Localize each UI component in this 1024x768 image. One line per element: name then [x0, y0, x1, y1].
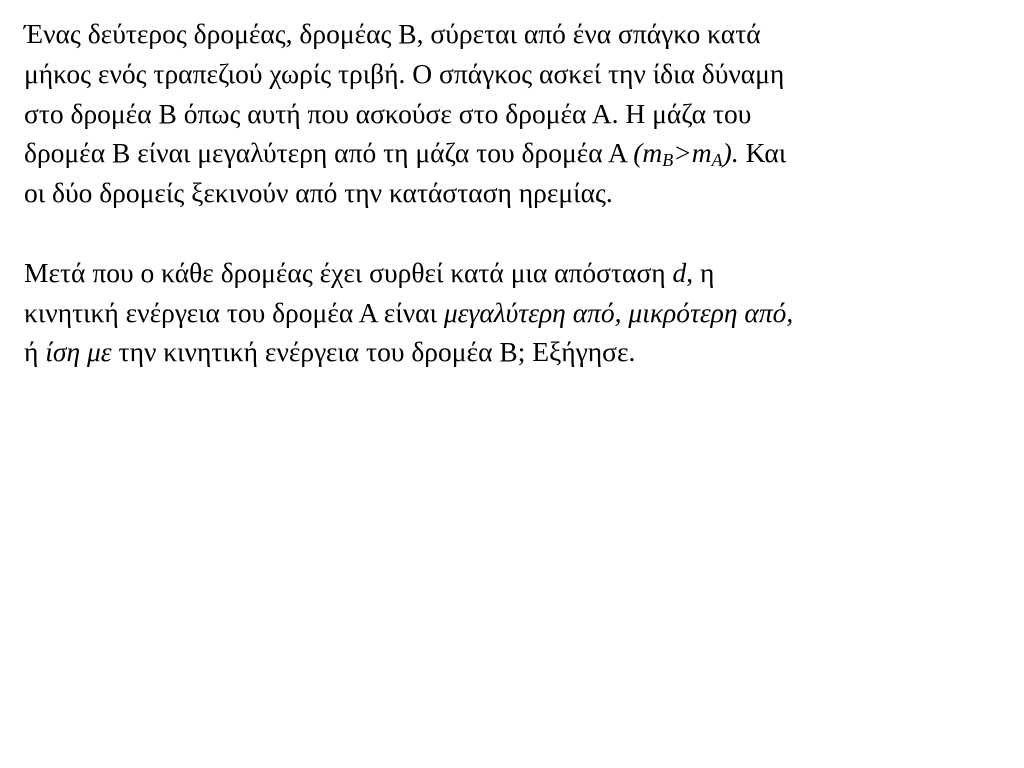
text-segment: δρομέα Β είναι μεγαλύτερη από τη μάζα του δρομέα Α [24, 137, 634, 169]
text-line-options [24, 293, 1004, 333]
answer-option-equal: ίση με [45, 336, 112, 368]
text-line: στο δρομέα Β όπως αυτή που ασκούσε στο δρομέα Α. Η μάζα του [24, 97, 752, 129]
text-segment: Μετά που ο κάθε δρομέας έχει συρθεί κατά μια απόσταση [24, 256, 673, 288]
text-segment: ή [24, 336, 46, 368]
paragraph-spacer [24, 213, 1004, 253]
text-line: Ένας δεύτερος δρομέας, δρομέας Β, σύρεται από ένα σπάγκο κατά [24, 18, 761, 49]
text-line: μήκος ενός τραπεζιού χωρίς τριβή. Ο σπάγκος ασκεί την ίδια δύναμη [24, 57, 785, 89]
paren-open: (m [633, 137, 663, 169]
paren-close: ). [722, 137, 739, 169]
mass-relation [633, 137, 739, 171]
greater-than-m: >m [673, 137, 712, 169]
text-line-mass-comparison [24, 133, 1004, 173]
text-segment: , η [686, 256, 715, 288]
paragraph-question [24, 253, 1004, 372]
distance-variable: d [672, 256, 687, 288]
text-line: οι δύο δρομείς ξεκινούν από την κατάσταση ηρεμίας. [24, 177, 613, 209]
paragraph-setup [24, 14, 1004, 213]
text-segment: κινητική ενέργεια του δρομέα Α είναι [24, 296, 444, 328]
text-segment: την κινητική ενέργεια του δρομέα Β; Εξήγησε. [111, 336, 636, 368]
text-line-distance [24, 253, 1004, 293]
subscript-b: B [662, 150, 674, 171]
question-text [24, 14, 1004, 372]
answer-options: μεγαλύτερη από, μικρότερη από, [443, 296, 794, 328]
subscript-a: A [711, 150, 723, 171]
text-line-final [24, 332, 1004, 372]
text-segment: Και [738, 137, 787, 169]
